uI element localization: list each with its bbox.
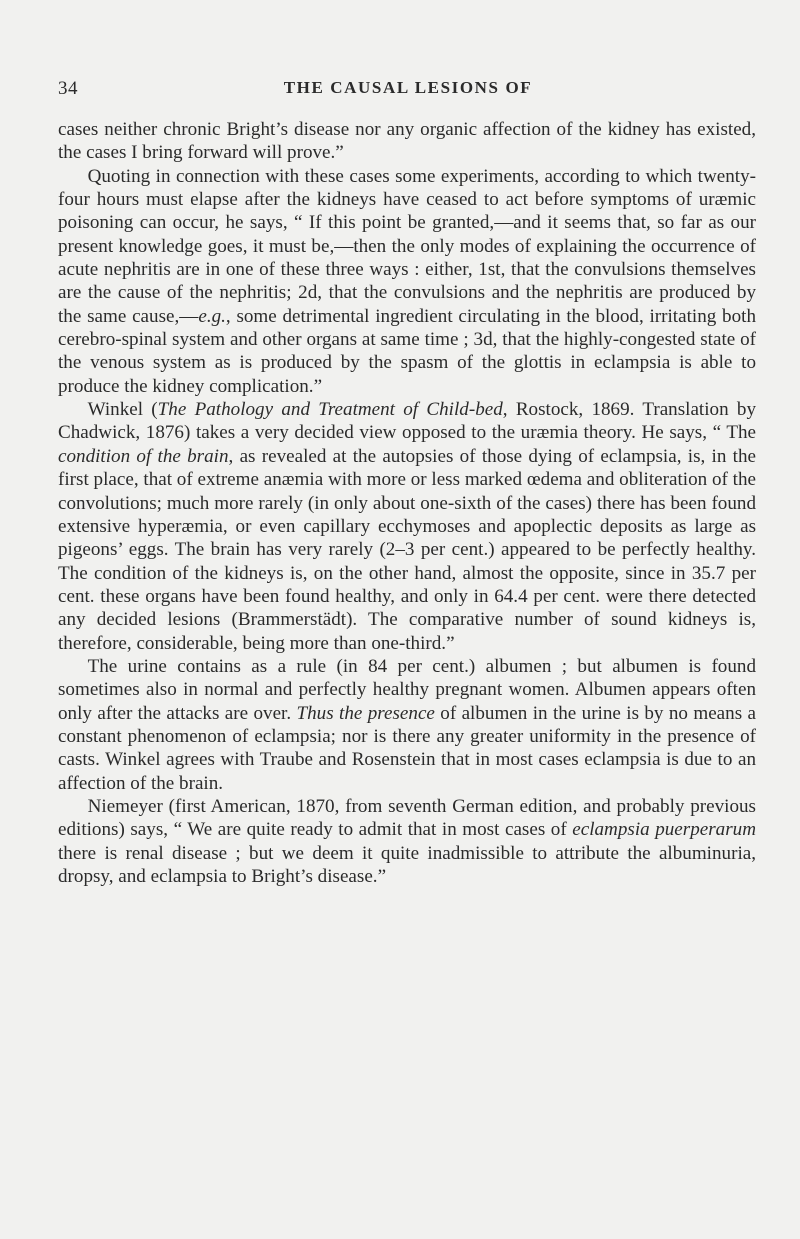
italic-text: Thus the presence <box>296 702 435 724</box>
paragraph-text: cases neither chronic Bright’s disease nor any organic affection of the kidney has existed, the cases I bring forward will prove.” <box>58 119 756 164</box>
body-text <box>58 118 756 888</box>
italic-text: The Pathology and Treatment of Child-bed <box>157 399 503 421</box>
page-header <box>58 78 758 102</box>
paragraph-text: , as revealed at the autopsies of those dying of eclampsia, is, in the first place, that of extreme anæmia with more or less marked œdema and obliteration of the convolutions; much more rarely (in only about one-sixth of the cases) there has been found extensive hyperæmia, or even capillary ecchymoses and apoplectic deposits as large as pigeons’ eggs. The brain has very rarely (2–3 per cent.) appeared to be perfectly healthy. The condition of the kidneys is, on the other hand, almost the opposite, since in 35.7 per cent. these organs have been found healthy, and only in 64.4 per cent. were there detected any decided lesions (Brammerstädt). The comparative number of sound kidneys is, therefore, considerable, being more than one-third.” <box>58 445 757 654</box>
paragraph-text: Quoting in connection with these cases some experiments, according to which twenty-four hours must elapse after the kidneys have ceased to act before symptoms of uræmic poisoning can occur, he says, “ If this point be granted,—and it seems that, so far as our present knowledge goes, it must be,—then the only modes of explaining the occurrence of acute nephritis are in one of these three ways : either, 1st, that the convulsions themselves are the cause of the nephritis; 2d, that the convulsions and the nephritis are produced by the same cause,— <box>58 165 756 327</box>
italic-text: e.g. <box>198 305 226 327</box>
paragraph-text: Winkel ( <box>87 399 158 421</box>
paragraph <box>58 398 756 655</box>
paragraph-text: , Rostock, 1869. Translation by Chadwick, 1876) takes a very decided view opposed to the uræmia theory. He says, “ The <box>58 399 756 444</box>
paragraph <box>58 655 756 795</box>
paragraph-text: of albumen in the urine is by no means a constant phenomenon of eclampsia; nor is there any greater uniformity in the presence of casts. Winkel agrees with Traube and Rosenstein that in most cases eclampsia is due to an affection of the brain. <box>58 702 756 794</box>
italic-text: eclampsia puerperarum <box>572 819 756 841</box>
running-head: THE CAUSAL LESIONS OF <box>283 78 533 97</box>
page-number: 34 <box>58 78 78 99</box>
paragraph <box>58 795 756 888</box>
paragraph <box>58 165 756 398</box>
paragraph-text: Niemeyer (first American, 1870, from seventh German edition, and probably previous editions) says, “ We are quite ready to admit that in most cases of <box>58 795 756 841</box>
paragraph-text: there is renal disease ; but we deem it quite inadmissible to attribute the albuminuria, dropsy, and eclampsia to Bright’s disease.” <box>58 842 756 887</box>
paragraph-text: The urine contains as a rule (in 84 per cent.) albumen ; but albumen is found sometimes also in normal and perfectly healthy pregnant women. Albumen appears often only after the attacks are over. <box>58 655 756 724</box>
paragraph-text: , some detrimental ingredient circulating in the blood, irritating both cerebro-spinal system and other organs at same time ; 3d, that the highly-congested state of the venous system as is produced by the spasm of the glottis in eclampsia is able to produce the kidney complication.” <box>58 305 756 397</box>
italic-text: condition of the brain <box>58 445 229 467</box>
paragraph <box>58 118 756 165</box>
